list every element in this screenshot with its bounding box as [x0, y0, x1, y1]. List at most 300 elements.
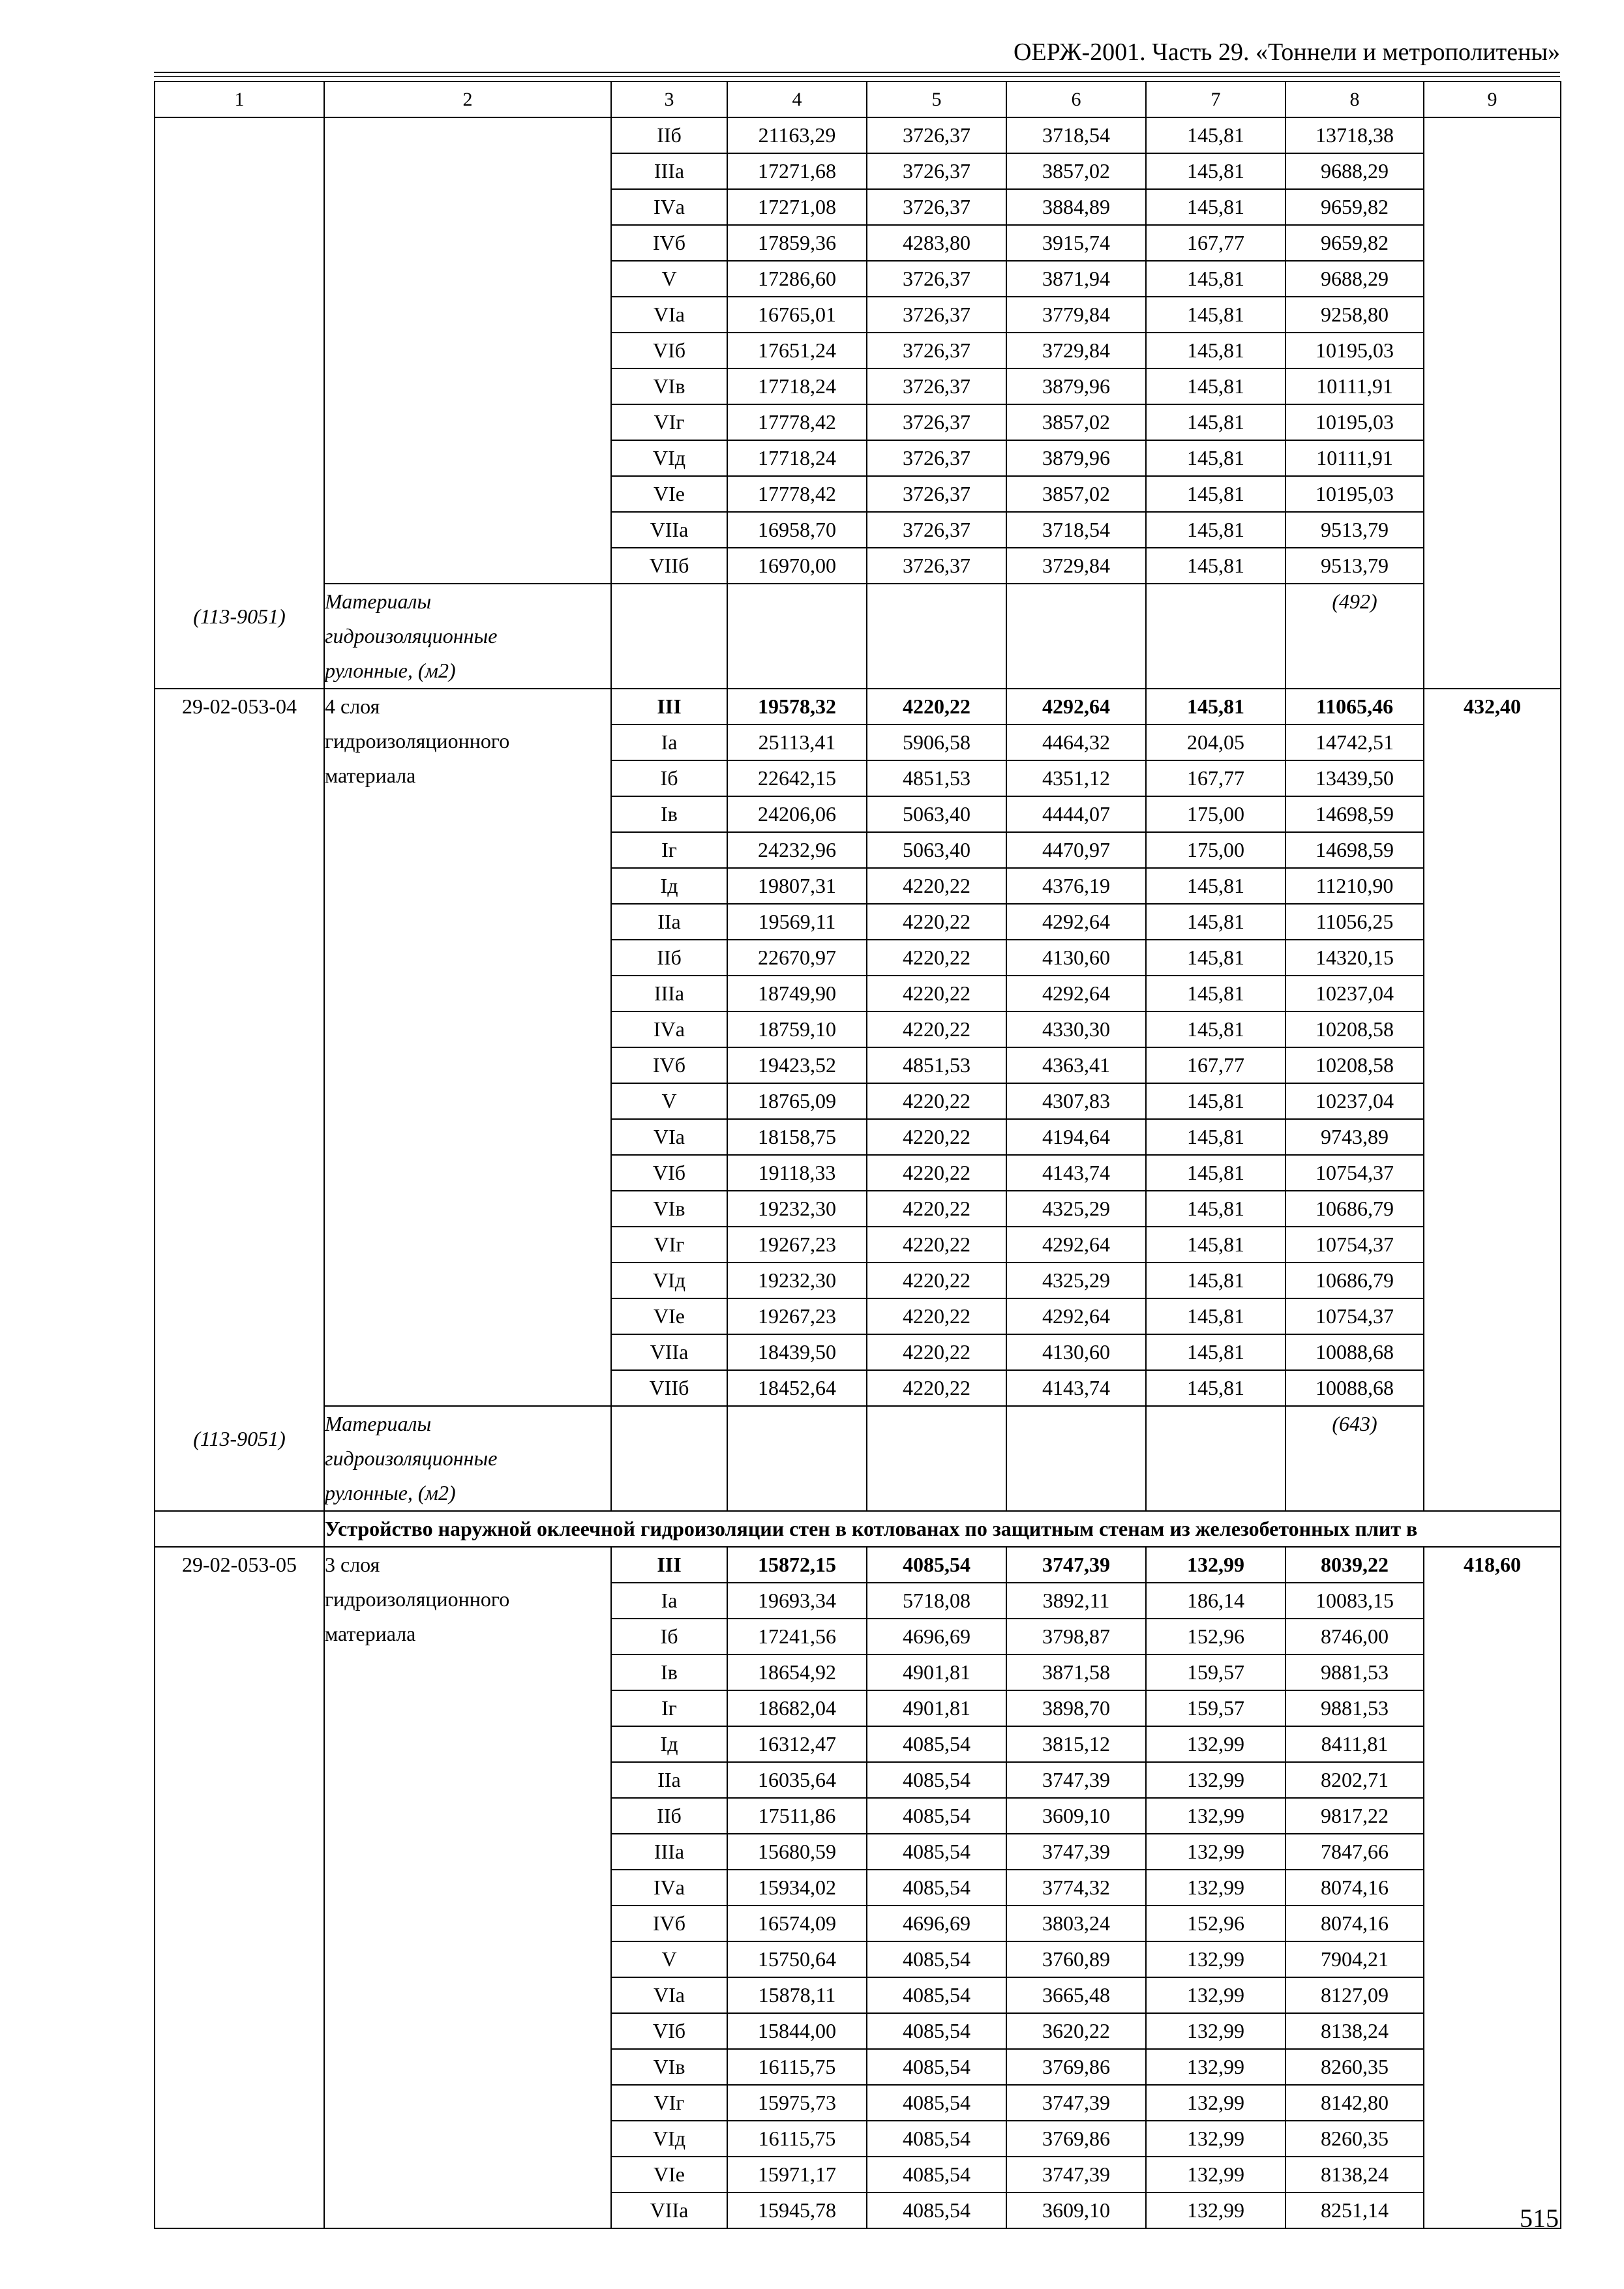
- value-col-6: 3871,58: [1006, 1654, 1146, 1690]
- value-col-8: 9513,79: [1286, 512, 1424, 548]
- value-col-4: 18682,04: [727, 1690, 867, 1726]
- value-col-8: 14698,59: [1286, 832, 1424, 868]
- value-col-5: 3726,37: [867, 512, 1006, 548]
- value-col-5: 5063,40: [867, 796, 1006, 832]
- value-col-7: 167,77: [1146, 1047, 1286, 1083]
- value-col-6: 4376,19: [1006, 868, 1146, 904]
- material-quantity: (492): [1286, 584, 1424, 689]
- value-col-4: 18759,10: [727, 1011, 867, 1047]
- value-col-5: 4085,54: [867, 2121, 1006, 2157]
- value-col-6: 4292,64: [1006, 1298, 1146, 1334]
- value-col-7: 159,57: [1146, 1690, 1286, 1726]
- value-col-8: 8260,35: [1286, 2121, 1424, 2157]
- empty-cell: [611, 1406, 727, 1511]
- value-col-8: 9258,80: [1286, 297, 1424, 333]
- value-col-4: 19267,23: [727, 1298, 867, 1334]
- value-col-7: 145,81: [1146, 333, 1286, 368]
- value-col-7: 132,99: [1146, 1798, 1286, 1834]
- description-line: 4 слоя: [325, 695, 380, 718]
- zone-code: IIа: [611, 1762, 727, 1798]
- value-col-6: 3747,39: [1006, 1547, 1146, 1583]
- value-col-4: 15844,00: [727, 2013, 867, 2049]
- value-col-8: 10754,37: [1286, 1155, 1424, 1191]
- value-col-4: 25113,41: [727, 725, 867, 760]
- value-col-8: 10754,37: [1286, 1298, 1424, 1334]
- empty-cell: [611, 584, 727, 689]
- zone-code: VIе: [611, 1298, 727, 1334]
- value-col-7: 145,81: [1146, 117, 1286, 153]
- zone-code: VIа: [611, 1977, 727, 2013]
- value-col-6: 4130,60: [1006, 1334, 1146, 1370]
- value-col-6: 3747,39: [1006, 2157, 1146, 2192]
- value-col-6: 4143,74: [1006, 1155, 1146, 1191]
- zone-code: VIв: [611, 1191, 727, 1227]
- zone-code: VIе: [611, 2157, 727, 2192]
- value-col-7: 145,81: [1146, 1011, 1286, 1047]
- zone-code: V: [611, 1083, 727, 1119]
- zone-code: IVб: [611, 1906, 727, 1941]
- value-col-5: 4220,22: [867, 1011, 1006, 1047]
- value-col-4: 15934,02: [727, 1870, 867, 1906]
- page-number: 515: [1520, 2204, 1559, 2233]
- value-col-8: 10088,68: [1286, 1370, 1424, 1406]
- column-9-value: [1424, 117, 1561, 689]
- empty-cell: [1006, 1406, 1146, 1511]
- value-col-8: 11065,46: [1286, 689, 1424, 725]
- value-col-5: 4085,54: [867, 1547, 1006, 1583]
- value-col-5: 3726,37: [867, 117, 1006, 153]
- rate-description: [324, 689, 611, 1406]
- zone-code: VIб: [611, 2013, 727, 2049]
- value-col-7: 132,99: [1146, 2121, 1286, 2157]
- value-col-5: 3726,37: [867, 153, 1006, 189]
- rate-description: [324, 1547, 611, 2228]
- value-col-7: 132,99: [1146, 1547, 1286, 1583]
- price-table: [154, 81, 1561, 2229]
- value-col-5: 3726,37: [867, 297, 1006, 333]
- value-col-7: 152,96: [1146, 1906, 1286, 1941]
- value-col-4: 19232,30: [727, 1263, 867, 1298]
- value-col-7: 152,96: [1146, 1619, 1286, 1654]
- description-line: 3 слоя: [325, 1553, 380, 1576]
- zone-code: Iб: [611, 1619, 727, 1654]
- value-col-7: 145,81: [1146, 1298, 1286, 1334]
- zone-code: VIIб: [611, 548, 727, 584]
- zone-code: VIг: [611, 404, 727, 440]
- column-number: 3: [611, 82, 727, 117]
- material-line: рулонные, (м2): [325, 1481, 456, 1504]
- value-col-8: 9659,82: [1286, 189, 1424, 225]
- value-col-4: 18654,92: [727, 1654, 867, 1690]
- zone-code: IVа: [611, 1870, 727, 1906]
- value-col-4: 18158,75: [727, 1119, 867, 1155]
- value-col-6: 3884,89: [1006, 189, 1146, 225]
- value-col-8: 9881,53: [1286, 1690, 1424, 1726]
- value-col-4: 21163,29: [727, 117, 867, 153]
- value-col-5: 4085,54: [867, 1977, 1006, 2013]
- column-number: 9: [1424, 82, 1561, 117]
- column-number: 7: [1146, 82, 1286, 117]
- empty-cell: [727, 584, 867, 689]
- value-col-7: 145,81: [1146, 1155, 1286, 1191]
- zone-code: VIб: [611, 1155, 727, 1191]
- material-code: (113-9051): [193, 1427, 286, 1450]
- value-col-6: 3779,84: [1006, 297, 1146, 333]
- value-col-7: 145,81: [1146, 297, 1286, 333]
- value-col-8: 10686,79: [1286, 1263, 1424, 1298]
- value-col-8: 10083,15: [1286, 1583, 1424, 1619]
- empty-cell: [867, 1406, 1006, 1511]
- value-col-7: 145,81: [1146, 404, 1286, 440]
- column-number: 5: [867, 82, 1006, 117]
- zone-code: Iв: [611, 796, 727, 832]
- value-col-8: 10754,37: [1286, 1227, 1424, 1263]
- value-col-7: 145,81: [1146, 1263, 1286, 1298]
- value-col-6: 4130,60: [1006, 940, 1146, 976]
- value-col-6: 4143,74: [1006, 1370, 1146, 1406]
- material-row: [155, 584, 1561, 689]
- value-col-4: 18439,50: [727, 1334, 867, 1370]
- zone-code: VIIа: [611, 512, 727, 548]
- zone-code: Iд: [611, 868, 727, 904]
- value-col-8: 14320,15: [1286, 940, 1424, 976]
- value-col-8: 9743,89: [1286, 1119, 1424, 1155]
- zone-code: VIа: [611, 297, 727, 333]
- value-col-6: 4470,97: [1006, 832, 1146, 868]
- value-col-5: 4220,22: [867, 1191, 1006, 1227]
- zone-code: VIа: [611, 1119, 727, 1155]
- value-col-8: 8039,22: [1286, 1547, 1424, 1583]
- value-col-4: 17286,60: [727, 261, 867, 297]
- material-line: гидроизоляционные: [325, 1446, 498, 1470]
- column-number: 1: [155, 82, 324, 117]
- value-col-6: 4464,32: [1006, 725, 1146, 760]
- value-col-6: 4363,41: [1006, 1047, 1146, 1083]
- value-col-4: 22670,97: [727, 940, 867, 976]
- column-number-row: [155, 82, 1561, 117]
- zone-code: Iг: [611, 832, 727, 868]
- value-col-5: 4085,54: [867, 1941, 1006, 1977]
- header-rule: [154, 72, 1560, 73]
- value-col-4: 18452,64: [727, 1370, 867, 1406]
- zone-code: III: [611, 689, 727, 725]
- zone-code: Iг: [611, 1690, 727, 1726]
- value-col-7: 145,81: [1146, 1227, 1286, 1263]
- value-col-5: 4085,54: [867, 2085, 1006, 2121]
- value-col-5: 4085,54: [867, 2049, 1006, 2085]
- value-col-4: 17651,24: [727, 333, 867, 368]
- zone-code: VIд: [611, 2121, 727, 2157]
- value-col-8: 11056,25: [1286, 904, 1424, 940]
- value-col-7: 132,99: [1146, 1726, 1286, 1762]
- value-col-6: 3774,32: [1006, 1870, 1146, 1906]
- rate-code-text: 29-02-053-04: [182, 695, 297, 718]
- zone-code: IVа: [611, 1011, 727, 1047]
- value-col-7: 145,81: [1146, 153, 1286, 189]
- zone-code: V: [611, 1941, 727, 1977]
- value-col-7: 132,99: [1146, 2013, 1286, 2049]
- column-number: 4: [727, 82, 867, 117]
- value-col-5: 3726,37: [867, 440, 1006, 476]
- value-col-8: 9513,79: [1286, 548, 1424, 584]
- value-col-4: 17271,68: [727, 153, 867, 189]
- value-col-6: 3747,39: [1006, 2085, 1146, 2121]
- value-col-7: 132,99: [1146, 2049, 1286, 2085]
- value-col-6: 3769,86: [1006, 2121, 1146, 2157]
- material-line: рулонные, (м2): [325, 659, 456, 682]
- zone-code: IIIа: [611, 1834, 727, 1870]
- value-col-6: 3665,48: [1006, 1977, 1146, 2013]
- zone-code: IIIа: [611, 976, 727, 1011]
- value-col-8: 14742,51: [1286, 725, 1424, 760]
- value-col-4: 16574,09: [727, 1906, 867, 1941]
- value-col-5: 4220,22: [867, 976, 1006, 1011]
- rate-code: [155, 117, 324, 689]
- zone-code: VIIб: [611, 1370, 727, 1406]
- value-col-7: 132,99: [1146, 1762, 1286, 1798]
- value-col-7: 145,81: [1146, 868, 1286, 904]
- value-col-4: 18765,09: [727, 1083, 867, 1119]
- value-col-6: 3871,94: [1006, 261, 1146, 297]
- value-col-4: 17271,08: [727, 189, 867, 225]
- value-col-5: 3726,37: [867, 189, 1006, 225]
- value-col-8: 9659,82: [1286, 225, 1424, 261]
- zone-code: VIе: [611, 476, 727, 512]
- empty-cell: [867, 584, 1006, 689]
- column-9-value: 432,40: [1424, 689, 1561, 1511]
- value-col-6: 4444,07: [1006, 796, 1146, 832]
- value-col-4: 19578,32: [727, 689, 867, 725]
- value-col-8: 10111,91: [1286, 368, 1424, 404]
- value-col-7: 159,57: [1146, 1654, 1286, 1690]
- value-col-4: 15975,73: [727, 2085, 867, 2121]
- value-col-4: 16765,01: [727, 297, 867, 333]
- value-col-6: 3798,87: [1006, 1619, 1146, 1654]
- value-col-7: 145,81: [1146, 440, 1286, 476]
- value-col-5: 4851,53: [867, 1047, 1006, 1083]
- value-col-6: 4351,12: [1006, 760, 1146, 796]
- material-line: Материалы: [325, 1412, 432, 1435]
- value-col-5: 4085,54: [867, 2157, 1006, 2192]
- value-col-5: 4220,22: [867, 940, 1006, 976]
- value-col-6: 4292,64: [1006, 976, 1146, 1011]
- zone-code: VIв: [611, 2049, 727, 2085]
- value-col-5: 5906,58: [867, 725, 1006, 760]
- value-col-4: 15750,64: [727, 1941, 867, 1977]
- value-col-8: 11210,90: [1286, 868, 1424, 904]
- value-col-5: 3726,37: [867, 368, 1006, 404]
- value-col-4: 17241,56: [727, 1619, 867, 1654]
- column-9-value: 418,60: [1424, 1547, 1561, 2228]
- value-col-4: 19232,30: [727, 1191, 867, 1227]
- value-col-8: 10195,03: [1286, 404, 1424, 440]
- rate-code-text: 29-02-053-05: [182, 1553, 297, 1576]
- value-col-7: 145,81: [1146, 1119, 1286, 1155]
- value-col-7: 145,81: [1146, 1370, 1286, 1406]
- zone-code: IVа: [611, 189, 727, 225]
- value-col-8: 13439,50: [1286, 760, 1424, 796]
- value-col-5: 4220,22: [867, 689, 1006, 725]
- zone-code: VIв: [611, 368, 727, 404]
- description-line: гидроизоляционного: [325, 729, 510, 753]
- zone-code: IIа: [611, 904, 727, 940]
- value-col-6: 4307,83: [1006, 1083, 1146, 1119]
- value-col-5: 4220,22: [867, 1298, 1006, 1334]
- material-row: [155, 1406, 1561, 1511]
- zone-code: Iа: [611, 725, 727, 760]
- value-col-4: 22642,15: [727, 760, 867, 796]
- value-col-7: 132,99: [1146, 2085, 1286, 2121]
- value-col-8: 9817,22: [1286, 1798, 1424, 1834]
- description-line: материала: [325, 764, 416, 787]
- value-col-8: 8142,80: [1286, 2085, 1424, 2121]
- value-col-8: 8260,35: [1286, 2049, 1424, 2085]
- value-col-5: 5063,40: [867, 832, 1006, 868]
- zone-code: VIг: [611, 2085, 727, 2121]
- value-col-7: 132,99: [1146, 1834, 1286, 1870]
- rate-row: [155, 689, 1561, 725]
- value-col-8: 7904,21: [1286, 1941, 1424, 1977]
- value-col-4: 24206,06: [727, 796, 867, 832]
- value-col-4: 17778,42: [727, 476, 867, 512]
- material-quantity: (643): [1286, 1406, 1424, 1511]
- column-number: 2: [324, 82, 611, 117]
- value-col-7: 145,81: [1146, 1191, 1286, 1227]
- column-number: 6: [1006, 82, 1146, 117]
- value-col-8: 14698,59: [1286, 796, 1424, 832]
- value-col-6: 3718,54: [1006, 512, 1146, 548]
- value-col-6: 3915,74: [1006, 225, 1146, 261]
- value-col-4: 16958,70: [727, 512, 867, 548]
- value-col-5: 4220,22: [867, 1370, 1006, 1406]
- value-col-8: 7847,66: [1286, 1834, 1424, 1870]
- value-col-7: 145,81: [1146, 548, 1286, 584]
- value-col-5: 4220,22: [867, 1083, 1006, 1119]
- material-line: Материалы: [325, 590, 432, 613]
- value-col-7: 175,00: [1146, 832, 1286, 868]
- value-col-4: 15971,17: [727, 2157, 867, 2192]
- value-col-6: 4292,64: [1006, 689, 1146, 725]
- zone-code: IIб: [611, 940, 727, 976]
- value-col-8: 10195,03: [1286, 476, 1424, 512]
- zone-code: IVб: [611, 1047, 727, 1083]
- value-col-7: 132,99: [1146, 1870, 1286, 1906]
- material-name: [324, 1406, 611, 1511]
- value-col-5: 4085,54: [867, 1726, 1006, 1762]
- value-col-6: 4325,29: [1006, 1263, 1146, 1298]
- value-col-5: 4851,53: [867, 760, 1006, 796]
- empty-cell: [1006, 584, 1146, 689]
- value-col-4: 17718,24: [727, 440, 867, 476]
- value-col-8: 10237,04: [1286, 1083, 1424, 1119]
- value-col-5: 4085,54: [867, 1834, 1006, 1870]
- value-col-8: 8074,16: [1286, 1906, 1424, 1941]
- value-col-4: 15680,59: [727, 1834, 867, 1870]
- value-col-7: 132,99: [1146, 2192, 1286, 2228]
- value-col-7: 145,81: [1146, 368, 1286, 404]
- section-row: [155, 1511, 1561, 1547]
- value-col-6: 3729,84: [1006, 548, 1146, 584]
- value-col-6: 4194,64: [1006, 1119, 1146, 1155]
- value-col-7: 186,14: [1146, 1583, 1286, 1619]
- value-col-8: 8127,09: [1286, 1977, 1424, 2013]
- value-col-4: 17511,86: [727, 1798, 867, 1834]
- material-line: гидроизоляционные: [325, 624, 498, 648]
- zone-code: VIIа: [611, 2192, 727, 2228]
- value-col-6: 3879,96: [1006, 368, 1146, 404]
- value-col-8: 8202,71: [1286, 1762, 1424, 1798]
- value-col-8: 8074,16: [1286, 1870, 1424, 1906]
- rate-description: [324, 117, 611, 584]
- value-col-7: 167,77: [1146, 225, 1286, 261]
- value-col-5: 4220,22: [867, 904, 1006, 940]
- value-col-5: 4085,54: [867, 1798, 1006, 1834]
- value-col-6: 3729,84: [1006, 333, 1146, 368]
- value-col-6: 3747,39: [1006, 1762, 1146, 1798]
- value-col-7: 132,99: [1146, 1977, 1286, 2013]
- value-col-5: 3726,37: [867, 404, 1006, 440]
- zone-code: VIб: [611, 333, 727, 368]
- value-col-8: 8746,00: [1286, 1619, 1424, 1654]
- value-col-8: 10195,03: [1286, 333, 1424, 368]
- value-col-6: 3609,10: [1006, 1798, 1146, 1834]
- value-col-6: 3879,96: [1006, 440, 1146, 476]
- value-col-4: 16035,64: [727, 1762, 867, 1798]
- value-col-8: 13718,38: [1286, 117, 1424, 153]
- value-col-4: 19569,11: [727, 904, 867, 940]
- value-col-7: 145,81: [1146, 940, 1286, 976]
- value-col-5: 4220,22: [867, 1263, 1006, 1298]
- material-name: [324, 584, 611, 689]
- value-col-5: 3726,37: [867, 476, 1006, 512]
- rate-code: [155, 1547, 324, 2228]
- value-col-5: 4901,81: [867, 1654, 1006, 1690]
- header-rule-thin: [154, 76, 1560, 77]
- value-col-6: 3857,02: [1006, 476, 1146, 512]
- value-col-6: 3892,11: [1006, 1583, 1146, 1619]
- value-col-4: 16312,47: [727, 1726, 867, 1762]
- value-col-8: 10111,91: [1286, 440, 1424, 476]
- value-col-6: 3609,10: [1006, 2192, 1146, 2228]
- zone-code: Iд: [611, 1726, 727, 1762]
- value-col-6: 4330,30: [1006, 1011, 1146, 1047]
- zone-code: Iа: [611, 1583, 727, 1619]
- value-col-5: 4696,69: [867, 1906, 1006, 1941]
- value-col-7: 175,00: [1146, 796, 1286, 832]
- value-col-8: 9688,29: [1286, 261, 1424, 297]
- value-col-5: 4085,54: [867, 1762, 1006, 1798]
- empty-cell: [1146, 584, 1286, 689]
- value-col-6: 3803,24: [1006, 1906, 1146, 1941]
- empty-cell: [1146, 1406, 1286, 1511]
- value-col-4: 19807,31: [727, 868, 867, 904]
- value-col-6: 3760,89: [1006, 1941, 1146, 1977]
- value-col-8: 8138,24: [1286, 2013, 1424, 2049]
- value-col-5: 4901,81: [867, 1690, 1006, 1726]
- zone-code: V: [611, 261, 727, 297]
- zone-code: Iб: [611, 760, 727, 796]
- value-col-5: 4085,54: [867, 2013, 1006, 2049]
- zone-code: III: [611, 1547, 727, 1583]
- value-col-4: 19118,33: [727, 1155, 867, 1191]
- zone-code: VIд: [611, 440, 727, 476]
- value-col-5: 4283,80: [867, 225, 1006, 261]
- value-col-5: 4220,22: [867, 1227, 1006, 1263]
- value-col-6: 4325,29: [1006, 1191, 1146, 1227]
- value-col-7: 145,81: [1146, 1083, 1286, 1119]
- value-col-7: 132,99: [1146, 2157, 1286, 2192]
- column-number: 8: [1286, 82, 1424, 117]
